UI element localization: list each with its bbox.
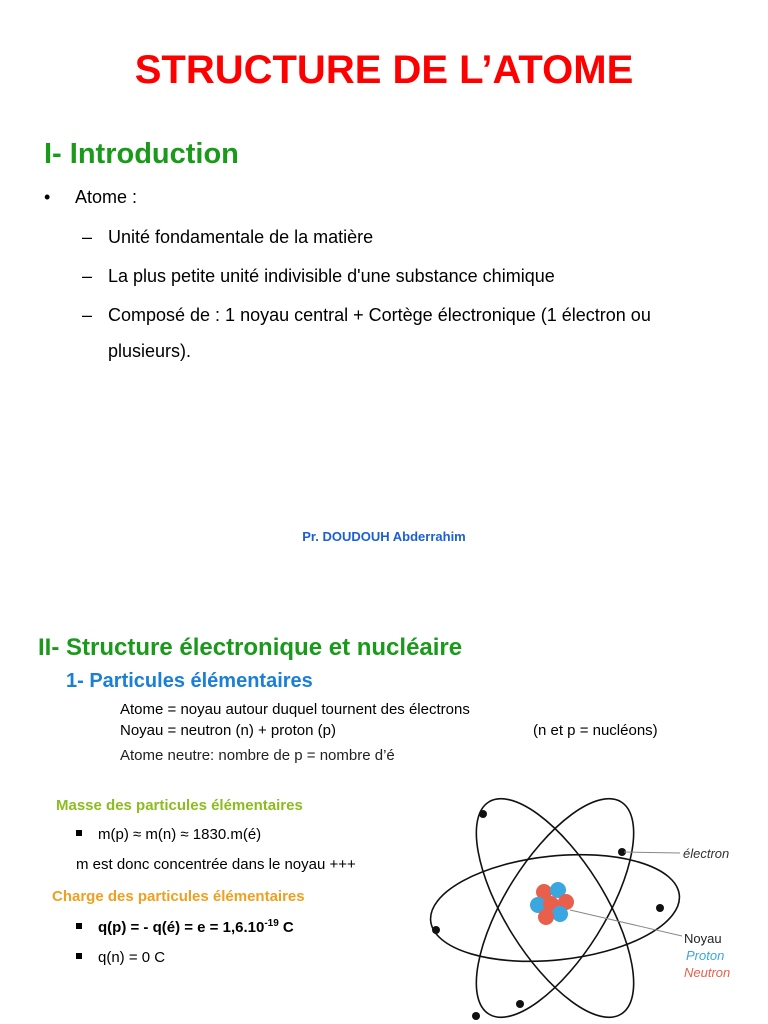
electron-label: électron <box>683 846 730 861</box>
proton-ball <box>552 906 568 922</box>
masse-item <box>76 826 261 843</box>
nucleus <box>530 882 574 925</box>
charge-item-1 <box>76 918 294 936</box>
masse-heading: Masse des particules élémentaires <box>56 797 303 814</box>
section-heading-structure: II- Structure électronique et nucléaire <box>38 634 463 661</box>
charge-heading: Charge des particules élémentaires <box>52 888 305 905</box>
electron-dot <box>516 1000 524 1008</box>
section-heading-introduction: I- Introduction <box>44 138 239 170</box>
dash-marker: – <box>82 227 93 247</box>
atome-neutre-line: Atome neutre: nombre de p = nombre d’é <box>120 747 395 764</box>
subsection-heading-particules: 1- Particules élémentaires <box>66 670 313 692</box>
atome-definition: Atome = noyau autour duquel tournent des électrons <box>120 701 470 718</box>
charge-item-2-text: q(n) = 0 C <box>98 949 166 966</box>
nucleons-note: (n et p = nucléons) <box>533 722 658 739</box>
square-bullet-icon <box>76 923 82 929</box>
bullet-atome: Atome : <box>75 187 138 207</box>
intro-item-3: Composé de : 1 noyau central + Cortège électronique (1 électron ou <box>108 305 651 325</box>
bullet-symbol: • <box>44 187 51 207</box>
electron-dot <box>432 926 440 934</box>
neutron-ball <box>538 909 554 925</box>
electron-dot <box>656 904 664 912</box>
author-credit: Pr. DOUDOUH Abderrahim <box>302 529 466 544</box>
neutron-label: Neutron <box>684 965 731 980</box>
electron-dot <box>472 1012 480 1020</box>
noyau-definition: Noyau = neutron (n) + proton (p) <box>120 722 336 739</box>
atom-diagram <box>420 786 768 1024</box>
proton-label: Proton <box>686 948 725 963</box>
intro-item-3-continued: plusieurs). <box>108 341 192 361</box>
masse-item-text: m(p) ≈ m(n) ≈ 1830.m(é) <box>98 826 262 843</box>
intro-item-2: La plus petite unité indivisible d'une substance chimique <box>108 266 555 286</box>
charge-item-1-text: q(p) = - q(é) = e = 1,6.10 <box>98 919 265 936</box>
charge-item-2 <box>76 949 165 966</box>
square-bullet-icon <box>76 953 82 959</box>
intro-item-1: Unité fondamentale de la matière <box>108 227 374 247</box>
page-title: STRUCTURE DE L’ATOME <box>134 48 634 92</box>
square-bullet-icon <box>76 830 82 836</box>
dash-marker: – <box>82 266 93 286</box>
electron-dot <box>479 810 487 818</box>
masse-note: m est donc concentrée dans le noyau +++ <box>76 856 356 873</box>
dash-marker: – <box>82 305 93 325</box>
charge-exponent: -19 <box>264 918 279 929</box>
charge-unit: C <box>278 919 294 936</box>
noyau-label: Noyau <box>684 931 722 946</box>
